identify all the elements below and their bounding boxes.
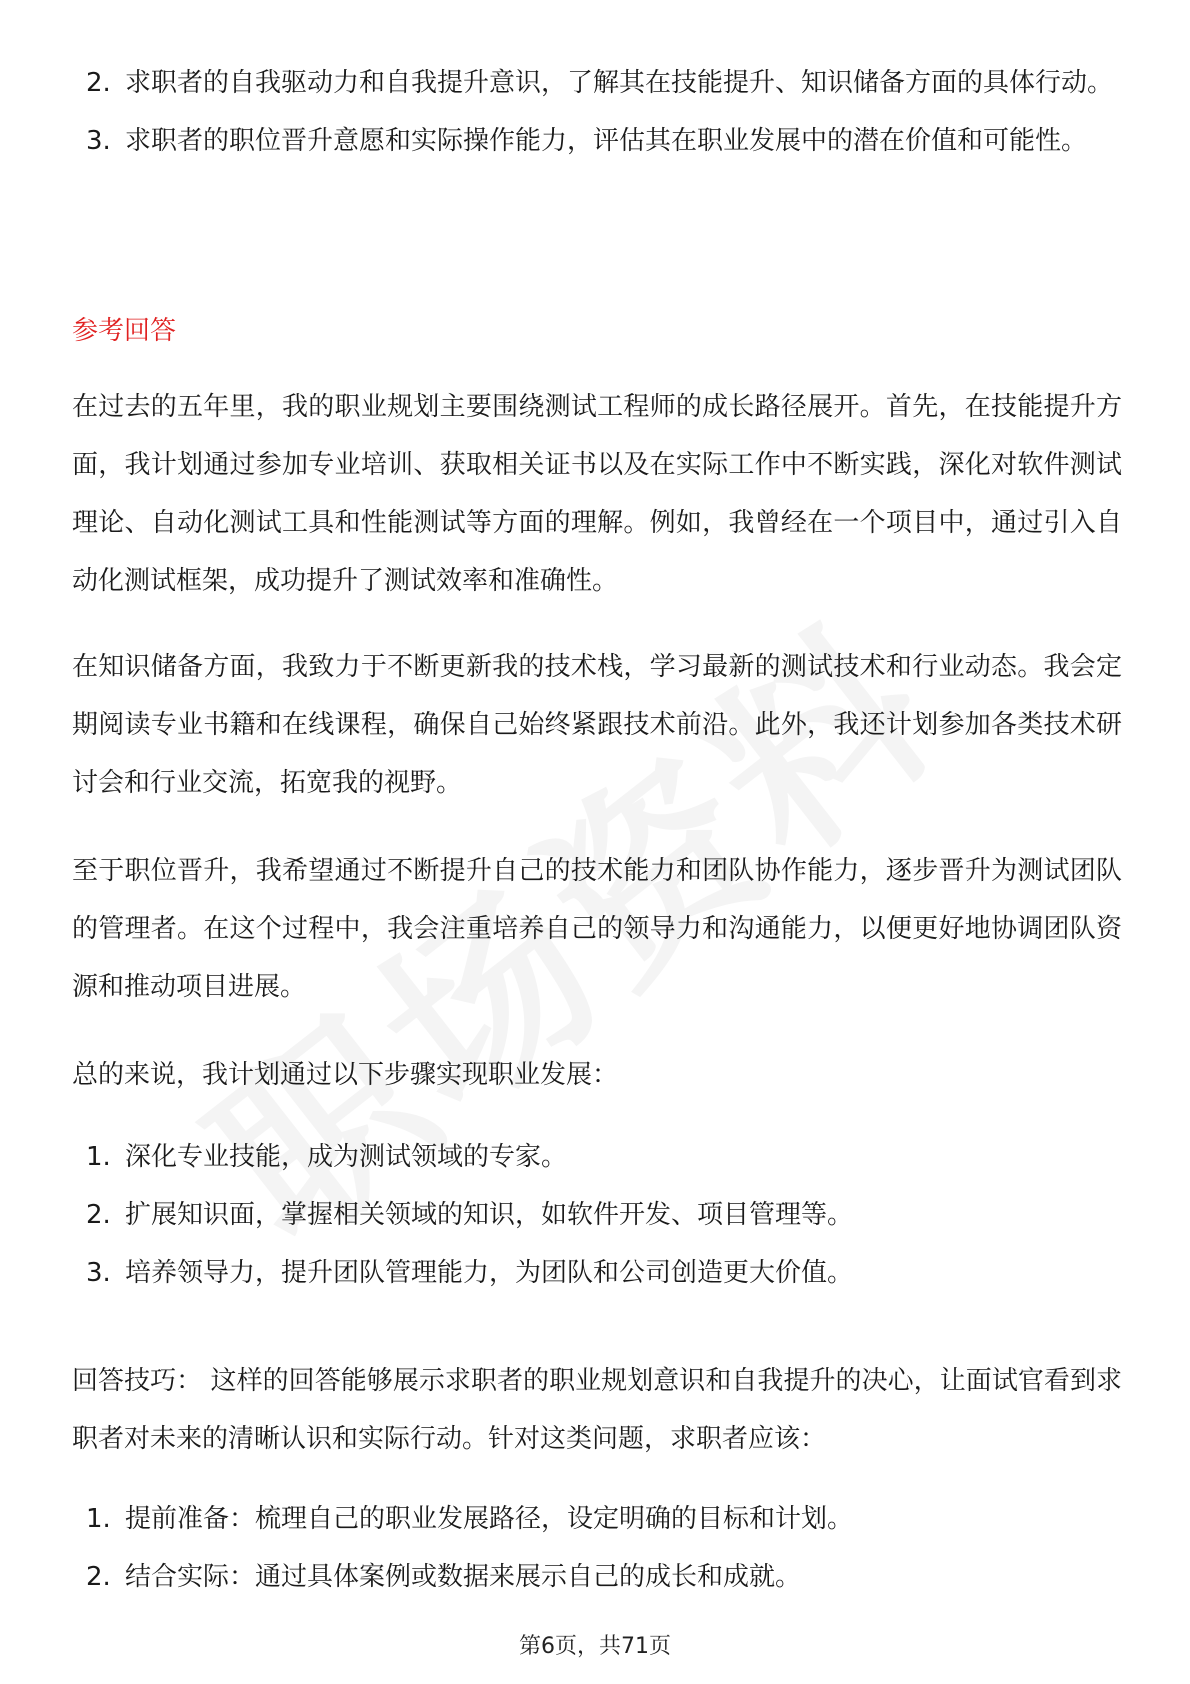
list-number: 2. bbox=[86, 68, 111, 98]
list-item bbox=[72, 1548, 1122, 1606]
list-item-text: 培养领导力，提升团队管理能力，为团队和公司创造更大价值。 bbox=[125, 1258, 854, 1288]
list-item bbox=[72, 1490, 1122, 1548]
tips-list bbox=[72, 1490, 1122, 1606]
list-number: 2. bbox=[86, 1562, 111, 1592]
list-item-text: 求职者的自我驱动力和自我提升意识，了解其在技能提升、知识储备方面的具体行动。 bbox=[125, 68, 1114, 98]
answer-paragraph: 至于职位晋升，我希望通过不断提升自己的技术能力和团队协作能力，逐步晋升为测试团队的管理者。在这个过程中，我会注重培养自己的领导力和沟通能力，以便更好地协调团队资源和推动项目进展。 bbox=[72, 856, 1122, 1002]
section-heading: 参考回答 bbox=[72, 316, 177, 346]
list-item-text: 深化专业技能，成为测试领域的专家。 bbox=[125, 1142, 568, 1172]
page-number-footer: 第6页，共71页 bbox=[519, 1634, 671, 1659]
list-number: 2. bbox=[86, 1200, 111, 1230]
answer-paragraph: 在知识储备方面，我致力于不断更新我的技术栈，学习最新的测试技术和行业动态。我会定期阅读专业书籍和在线课程，确保自己始终紧跟技术前沿。此外，我还计划参加各类技术研讨会和行业交流，拓宽我的视野。 bbox=[72, 652, 1122, 798]
list-number: 3. bbox=[86, 126, 111, 156]
evaluation-points-list bbox=[72, 54, 1122, 170]
list-item bbox=[72, 54, 1122, 112]
answer-paragraph: 在过去的五年里，我的职业规划主要围绕测试工程师的成长路径展开。首先，在技能提升方面，我计划通过参加专业培训、获取相关证书以及在实际工作中不断实践，深化对软件测试理论、自动化测试工具和性能测试等方面的理解。例如，我曾经在一个项目中，通过引入自动化测试框架，成功提升了测试效率和准确性。 bbox=[72, 392, 1122, 596]
list-item bbox=[72, 1128, 1122, 1186]
list-number: 1. bbox=[86, 1142, 111, 1172]
list-item-text: 扩展知识面，掌握相关领域的知识，如软件开发、项目管理等。 bbox=[125, 1200, 854, 1230]
steps-list bbox=[72, 1128, 1122, 1302]
list-item bbox=[72, 1186, 1122, 1244]
list-item bbox=[72, 1244, 1122, 1302]
answer-paragraph: 总的来说，我计划通过以下步骤实现职业发展： bbox=[72, 1060, 619, 1090]
list-item-text: 提前准备：梳理自己的职业发展路径，设定明确的目标和计划。 bbox=[125, 1504, 854, 1534]
list-number: 3. bbox=[86, 1258, 111, 1288]
list-number: 1. bbox=[86, 1504, 111, 1534]
tips-paragraph: 回答技巧： 这样的回答能够展示求职者的职业规划意识和自我提升的决心，让面试官看到求职者对未来的清晰认识和实际行动。针对这类问题，求职者应该： bbox=[72, 1366, 1122, 1454]
list-item bbox=[72, 112, 1122, 170]
list-item-text: 结合实际：通过具体案例或数据来展示自己的成长和成就。 bbox=[125, 1562, 802, 1592]
list-item-text: 求职者的职位晋升意愿和实际操作能力，评估其在职业发展中的潜在价值和可能性。 bbox=[125, 126, 1088, 156]
